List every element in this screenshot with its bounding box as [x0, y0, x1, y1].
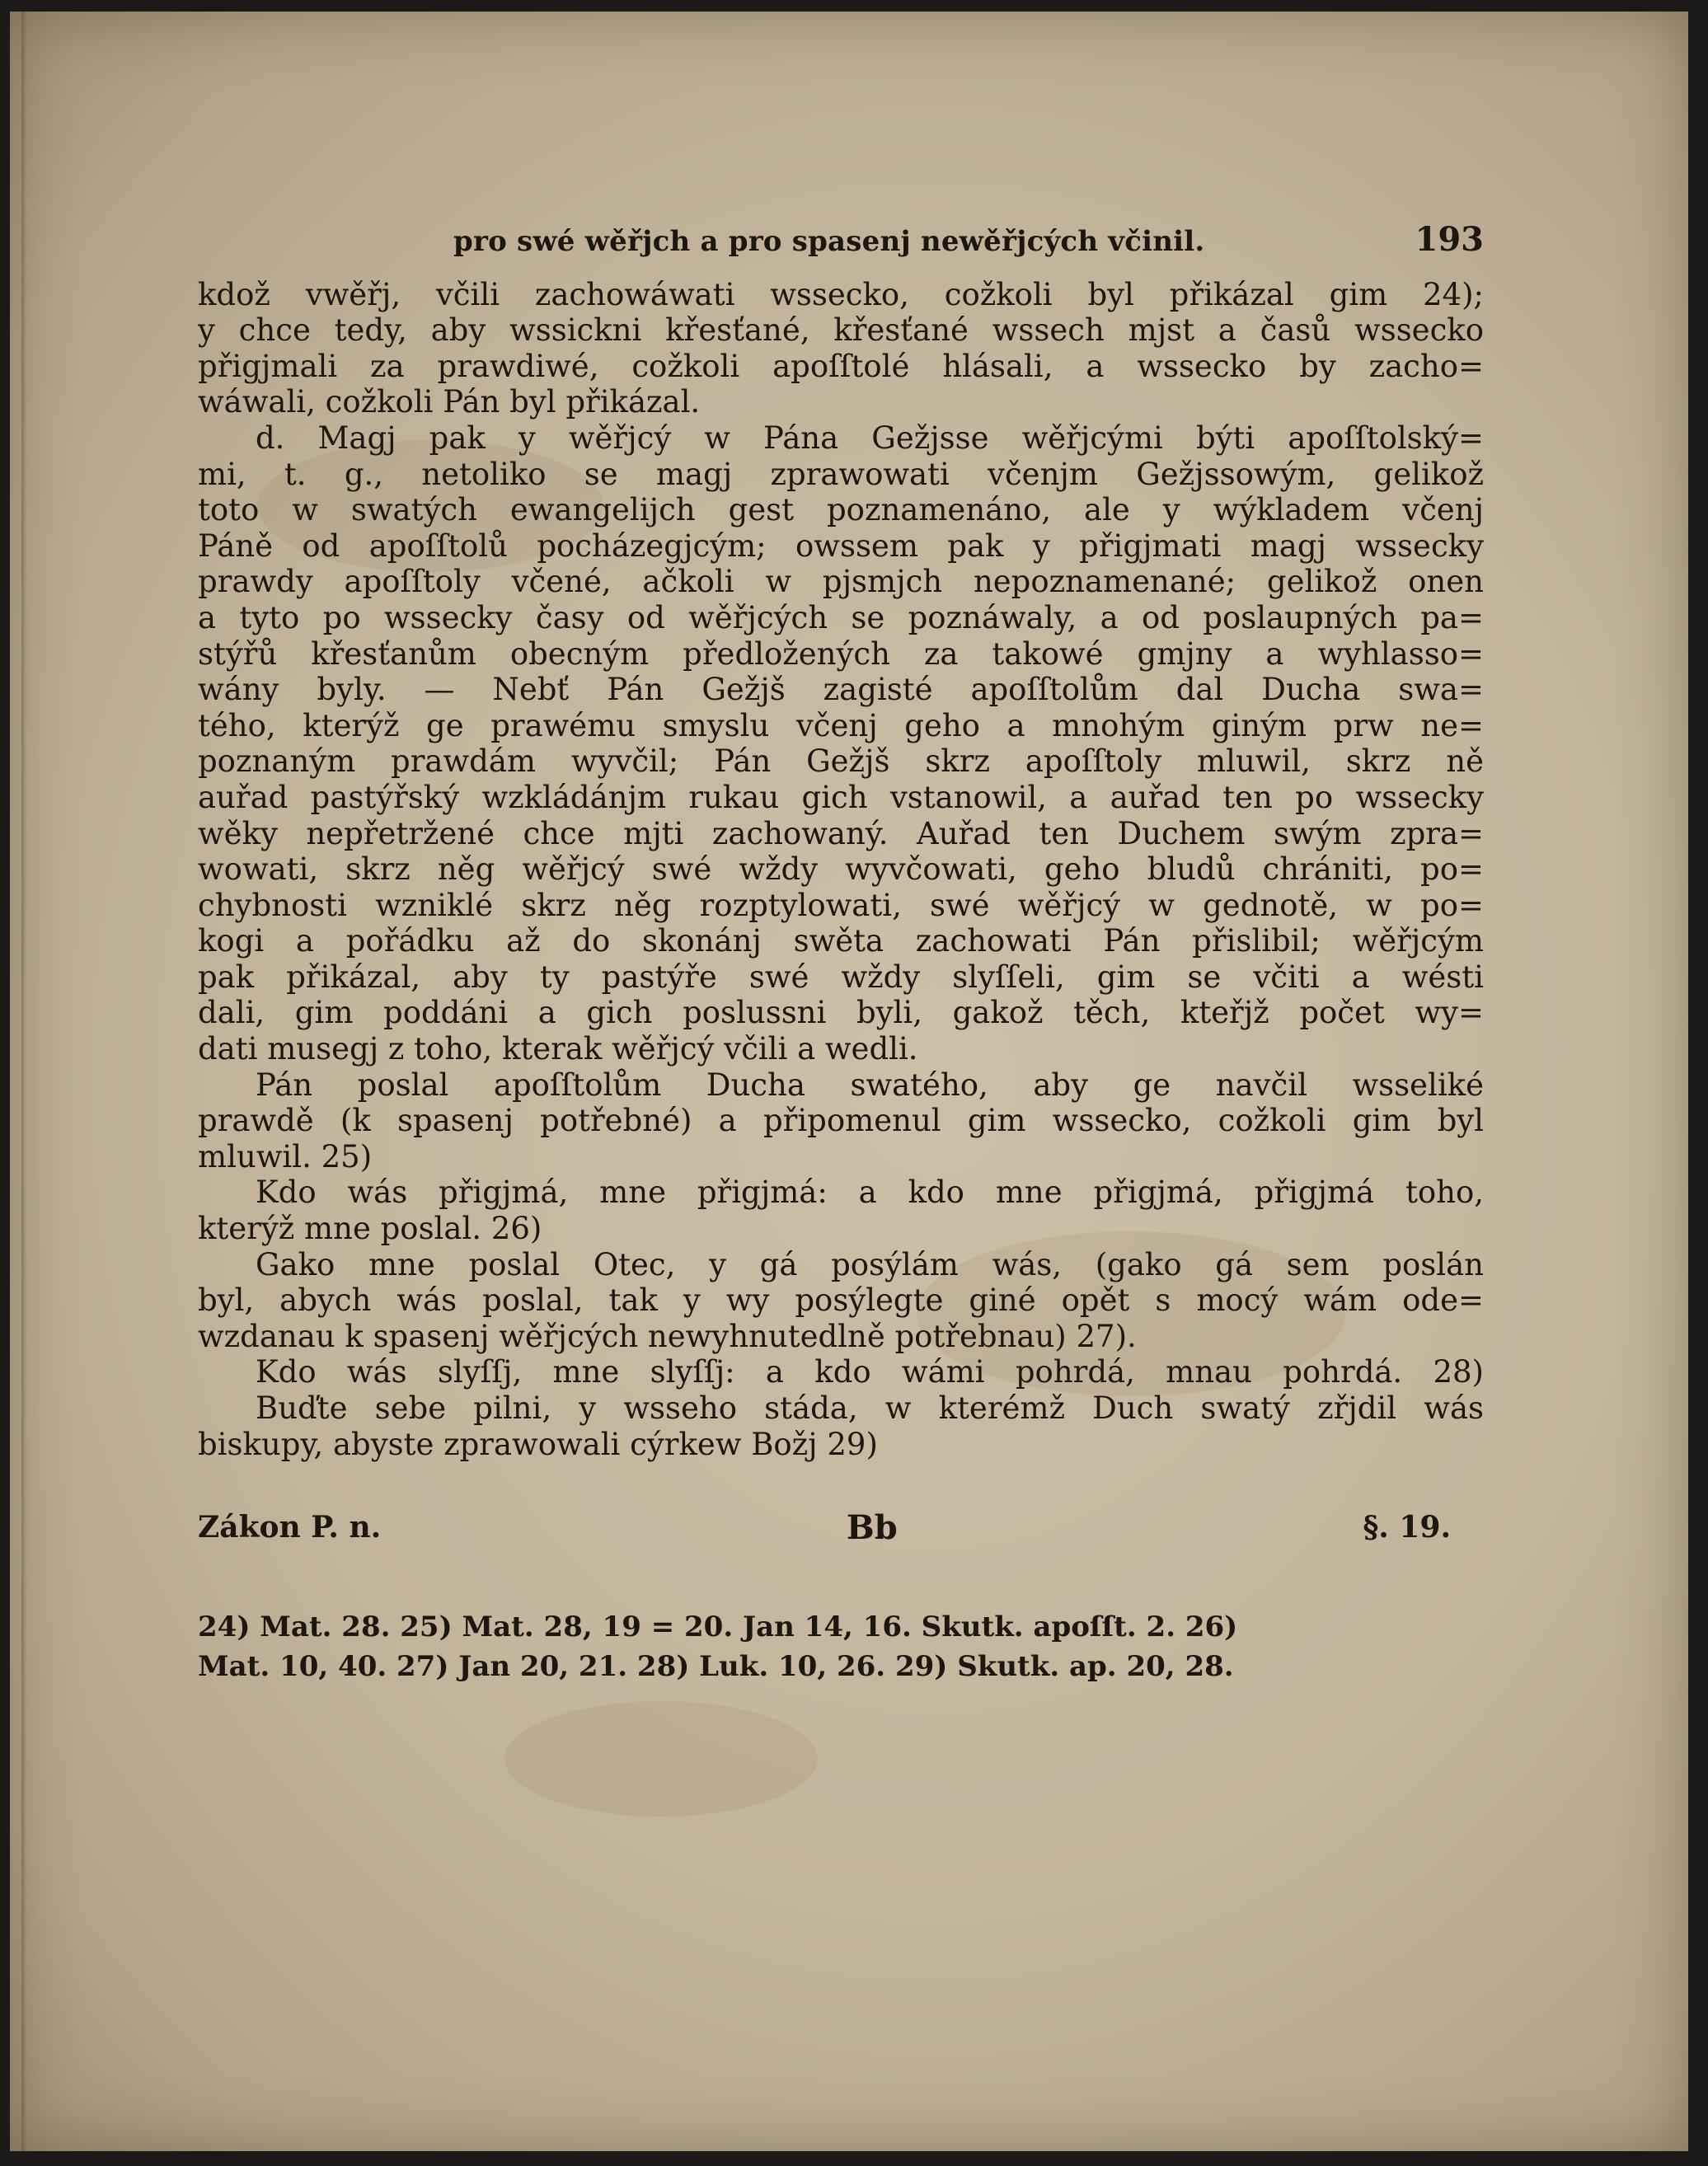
book-page [10, 12, 1688, 2151]
text-line: biskupy, abyste zprawowali cýrkew Božj 29) [198, 1426, 878, 1462]
text-line: dali, gim poddáni a gich poslussni byli, gakož těch, kteřjž počet wy= [198, 995, 1484, 1031]
text-line: d. Magj pak y wěřjcý w Pána Gežjsse wěřjcými býti apoſſtolský= [256, 420, 1484, 456]
page-text-block [198, 222, 1484, 1686]
text-line: byl, abych wás poslal, tak y wy posýlegte giné opět s mocý wám ode= [198, 1282, 1484, 1319]
text-line: y chce tedy, aby wssickni křesťané, křesťané wssech mjst a časů wssecko [198, 312, 1484, 349]
text-line: kterýž mne poslal. 26) [198, 1211, 542, 1247]
text-line: přigjmali za prawdiwé, cožkoli apoſſtolé hlásali, a wssecko by zacho= [198, 348, 1484, 384]
text-line: poznaným prawdám wyvčil; Pán Gežjš skrz apoſſtoly mluwil, skrz ně [198, 743, 1484, 780]
signature-mark: Bb [846, 1508, 898, 1548]
running-head [198, 222, 1484, 260]
text-line: wěky nepřetržené chce mjti zachowaný. Auřad ten Duchem swým zpra= [198, 815, 1484, 851]
text-line: pak přikázal, aby ty pastýře swé wždy slyſſeli, gim se včiti a wésti [198, 959, 1484, 995]
page-number: 193 [1415, 220, 1484, 259]
text-line: Buďte sebe pilni, y wsseho stáda, w kterémž Duch swatý zřjdil wás [256, 1390, 1484, 1426]
text-line: toto w swatých ewangelijch gest poznamenáno, ale y wýkladem včenj [198, 492, 1484, 528]
text-line: tého, kterýž ge prawému smyslu včenj geho a mnohým giným prw ne= [198, 707, 1484, 743]
text-line: Kdo wás slyſſj, mne slyſſj: a kdo wámi pohrdá, mnau pohrdá. 28) [256, 1354, 1484, 1390]
text-line: Páně od apoſſtolů pocházegjcým; owssem pak y přigjmati magj wssecky [198, 527, 1484, 564]
footnote-line: Mat. 10, 40. 27) Jan 20, 21. 28) Luk. 10, 26. 29) Skutk. ap. 20, 28. [198, 1649, 1234, 1683]
text-line: stýřů křesťanům obecným předložených za takowé gmjny a wyhlasso= [198, 635, 1484, 672]
next-section-number: §. 19. [1363, 1510, 1451, 1545]
text-line: kogi a pořádku až do skonánj swěta zachowati Pán přislibil; wěřjcým [198, 923, 1484, 959]
body-text [198, 277, 1484, 1463]
text-line: a tyto po wssecky časy od wěřjcých se poznáwaly, a od poslaupných pa= [198, 599, 1484, 635]
text-line: kdož vwěřj, včili zachowáwati wssecko, cožkoli byl přikázal gim 24); [198, 276, 1484, 312]
text-line: mi, t. g., netoliko se magj zprawowati včenjm Gežjssowým, gelikož [198, 456, 1484, 492]
page-gutter [21, 12, 26, 2151]
text-line: Gako mne poslal Otec, y gá posýlám wás, (gako gá sem poslán [256, 1246, 1484, 1282]
text-line: prawdy apoſſtoly včené, ačkoli w pjsmjch nepoznamenané; gelikož onen [198, 564, 1484, 600]
signature-title: Zákon P. n. [198, 1510, 382, 1545]
paper-stain [504, 1701, 818, 1817]
text-line: wány byly. — Nebť Pán Gežjš zagisté apoſſtolům dal Ducha swa= [198, 672, 1484, 708]
footnote-line: 24) Mat. 28. 25) Mat. 28, 19 = 20. Jan 14, 16. Skutk. apoſſt. 2. 26) [198, 1610, 1238, 1643]
text-line: mluwil. 25) [198, 1138, 373, 1174]
footnotes [198, 1607, 1484, 1686]
running-head-title: pro swé wěřjch a pro spasenj newěřjcých včinil. [453, 225, 1205, 258]
text-line: wowati, skrz něg wěřjcý swé wždy wyvčowati, geho bludů chrániti, po= [198, 851, 1484, 888]
text-line: auřad pastýřský wzkládánjm rukau gich vstanowil, a auřad ten po wssecky [198, 779, 1484, 815]
text-line: Kdo wás přigjmá, mne přigjmá: a kdo mne přigjmá, přigjmá toho, [256, 1174, 1484, 1211]
text-line: dati musegj z toho, kterak wěřjcý včili a wedli. [198, 1031, 918, 1067]
text-line: wzdanau k spasenj wěřjcých newyhnutedlně potřebnau) 27). [198, 1318, 1137, 1354]
text-line: chybnosti wzniklé skrz něg rozptylowati, swé wěřjcý w gednotě, w po= [198, 887, 1484, 923]
signature-line [198, 1510, 1484, 1546]
text-line: Pán poslal apoſſtolům Ducha swatého, aby ge navčil wsseliké [256, 1067, 1484, 1103]
text-line: prawdě (k spasenj potřebné) a připomenul gim wssecko, cožkoli gim byl [198, 1103, 1484, 1139]
text-line: wáwali, cožkoli Pán byl přikázal. [198, 384, 701, 420]
